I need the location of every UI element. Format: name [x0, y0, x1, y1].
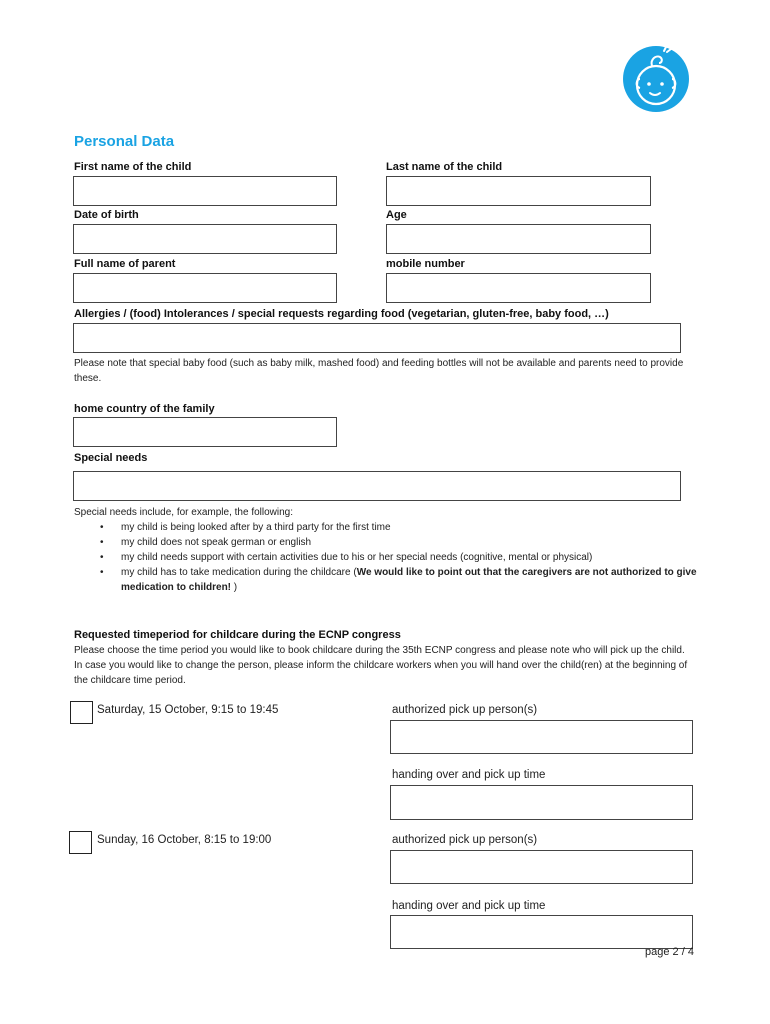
- list-item: • my child needs support with certain activities due to his or her special needs (cognitive, mental or physical): [100, 552, 593, 563]
- list-item: • my child is being looked after by a third party for the first time: [100, 522, 391, 533]
- allergies-field[interactable]: [73, 323, 681, 353]
- mobile-number-field[interactable]: [386, 273, 651, 303]
- home-country-field[interactable]: [73, 417, 337, 447]
- age-label: Age: [386, 209, 407, 221]
- sunday-label: Sunday, 16 October, 8:15 to 19:00: [97, 834, 272, 846]
- age-field[interactable]: [386, 224, 651, 254]
- special-needs-field[interactable]: [73, 471, 681, 501]
- baby-face-icon: [622, 43, 690, 113]
- section-title: Personal Data: [74, 133, 175, 150]
- date-of-birth-label: Date of birth: [74, 209, 139, 221]
- sunday-pickup-field[interactable]: [390, 850, 693, 884]
- parent-name-label: Full name of parent: [74, 258, 176, 270]
- special-needs-label: Special needs: [74, 452, 148, 464]
- special-needs-intro: Special needs include, for example, the following:: [74, 507, 294, 518]
- allergies-label: Allergies / (food) Intolerances / special requests regarding food (vegetarian, gluten-free, baby food, …): [74, 308, 609, 320]
- saturday-checkbox[interactable]: [70, 701, 93, 724]
- parent-name-field[interactable]: [73, 273, 337, 303]
- first-name-label: First name of the child: [74, 161, 192, 173]
- saturday-handover-field[interactable]: [390, 785, 693, 820]
- last-name-label: Last name of the child: [386, 161, 503, 173]
- baby-food-note: Please note that special baby food (such as baby milk, mashed food) and feeding bottles will not be available and parents need to provide these.: [74, 358, 684, 384]
- last-name-field[interactable]: [386, 176, 651, 206]
- page-number: page 2 / 4: [645, 946, 694, 958]
- saturday-pickup-field[interactable]: [390, 720, 693, 754]
- saturday-pickup-label: authorized pick up person(s): [392, 704, 538, 716]
- first-name-field[interactable]: [73, 176, 337, 206]
- saturday-handover-label: handing over and pick up time: [392, 769, 546, 781]
- date-of-birth-field[interactable]: [73, 224, 337, 254]
- list-item: • my child has to take medication during the childcare (We would like to point out that the caregivers are not authorized to give medication to children! ): [100, 567, 697, 593]
- sunday-checkbox[interactable]: [69, 831, 92, 854]
- saturday-label: Saturday, 15 October, 9:15 to 19:45: [97, 704, 279, 716]
- timeperiod-description: Please choose the time period you would like to book childcare during the 35th ECNP congress and please note who will pick up the child. In case you would like to change the person, please inform the childcare workers when you will hand over the child(ren) at the beginning of the childcare time period.: [74, 645, 688, 686]
- logo: [622, 43, 690, 113]
- mobile-number-label: mobile number: [386, 258, 465, 270]
- special-needs-list: [74, 520, 704, 595]
- home-country-label: home country of the family: [74, 403, 215, 415]
- sunday-handover-field[interactable]: [390, 915, 693, 949]
- sunday-handover-label: handing over and pick up time: [392, 900, 546, 912]
- timeperiod-title: Requested timeperiod for childcare during the ECNP congress: [74, 629, 401, 641]
- list-item: • my child does not speak german or english: [100, 537, 312, 548]
- sunday-pickup-label: authorized pick up person(s): [392, 834, 538, 846]
